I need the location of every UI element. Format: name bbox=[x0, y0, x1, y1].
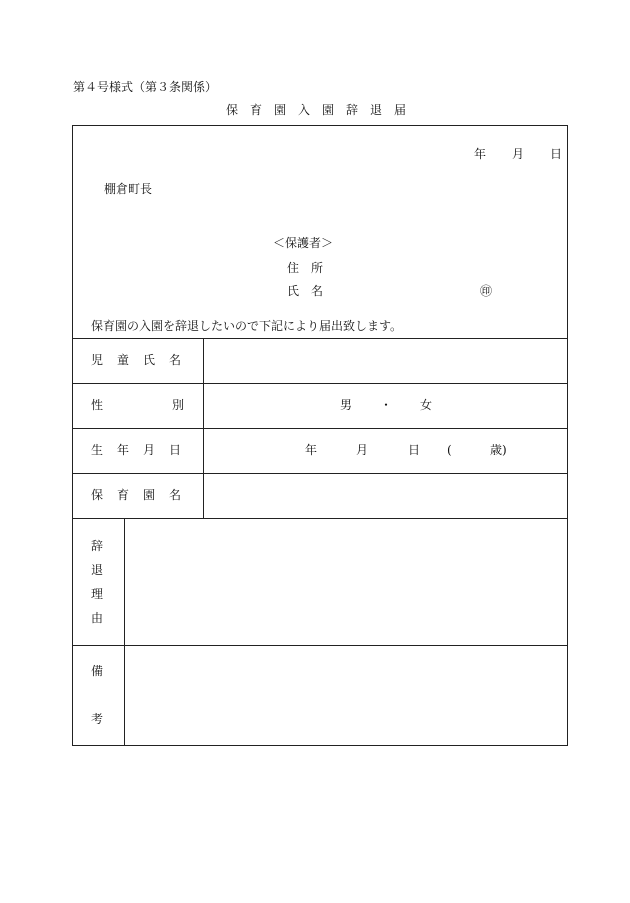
sex-label-left: 性 bbox=[91, 398, 104, 412]
row-divider-nursery bbox=[72, 518, 568, 519]
child-name-label: 児童氏名 bbox=[91, 353, 196, 367]
row-divider-statement bbox=[72, 338, 568, 339]
birthdate-label: 生年月日 bbox=[91, 443, 196, 457]
remarks-label-char-2: 考 bbox=[91, 712, 104, 726]
sex-label-right: 別 bbox=[172, 398, 185, 412]
birth-month-label: 月 bbox=[356, 443, 369, 457]
guardian-address-label: 住 所 bbox=[287, 261, 324, 275]
addressee: 棚倉町長 bbox=[104, 182, 153, 196]
reason-label-char-3: 理 bbox=[91, 587, 104, 601]
sex-option-separator: ・ bbox=[380, 398, 393, 412]
column-divider-labels bbox=[203, 338, 204, 518]
form-number-label: 第４号様式（第３条関係） bbox=[73, 80, 218, 94]
reason-label-char-4: 由 bbox=[91, 611, 104, 625]
guardian-name-label: 氏 名 bbox=[287, 284, 324, 298]
reason-label-char-2: 退 bbox=[91, 563, 104, 577]
statement-text: 保育園の入園を辞退したいので下記により届出致します。 bbox=[91, 319, 403, 333]
form-frame bbox=[72, 125, 568, 746]
row-divider-birthdate bbox=[72, 473, 568, 474]
row-divider-reason bbox=[72, 645, 568, 646]
birth-year-label: 年 bbox=[305, 443, 318, 457]
nursery-name-label: 保育園名 bbox=[91, 488, 196, 502]
sex-option-female: 女 bbox=[420, 398, 433, 412]
row-divider-child-name bbox=[72, 383, 568, 384]
age-open-paren: ( bbox=[447, 443, 452, 457]
column-divider-vertical-labels bbox=[124, 518, 125, 746]
reason-label-char-1: 辞 bbox=[91, 539, 104, 553]
guardian-heading: ＜保護者＞ bbox=[273, 236, 334, 250]
sex-option-male: 男 bbox=[340, 398, 353, 412]
document-title: 保育園入園辞退届 bbox=[226, 103, 419, 117]
age-unit-label: 歳) bbox=[490, 443, 507, 457]
seal-mark: ㊞ bbox=[480, 284, 493, 298]
row-divider-sex bbox=[72, 428, 568, 429]
date-year-label: 年 bbox=[474, 147, 487, 161]
birth-day-label: 日 bbox=[408, 443, 421, 457]
remarks-label-char-1: 備 bbox=[91, 664, 104, 678]
date-day-label: 日 bbox=[550, 147, 563, 161]
date-month-label: 月 bbox=[512, 147, 525, 161]
